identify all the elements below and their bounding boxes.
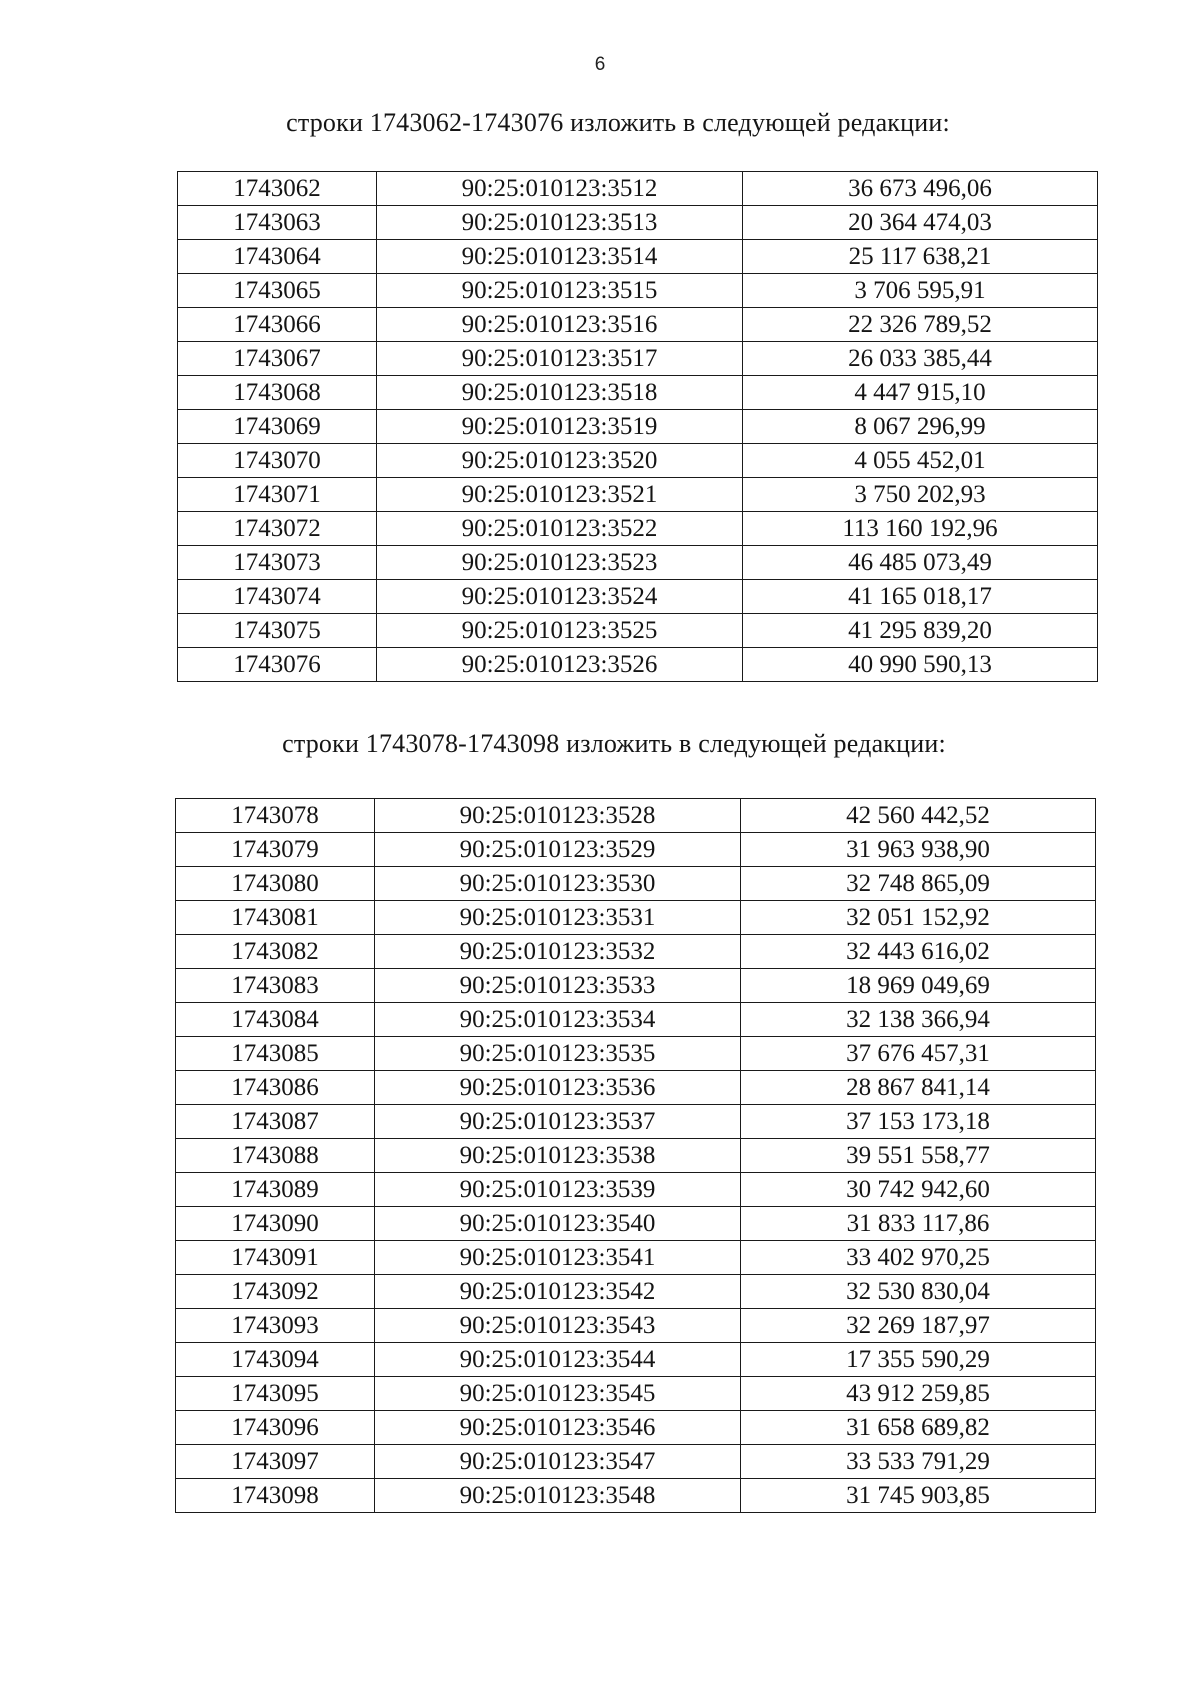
value-cell: 32 530 830,04 xyxy=(741,1275,1096,1309)
cadastral-number-cell: 90:25:010123:3547 xyxy=(375,1445,741,1479)
row-number-cell: 1743079 xyxy=(176,833,375,867)
cadastral-number-cell: 90:25:010123:3542 xyxy=(375,1275,741,1309)
row-number-cell: 1743087 xyxy=(176,1105,375,1139)
row-number-cell: 1743073 xyxy=(178,546,377,580)
cadastral-number-cell: 90:25:010123:3543 xyxy=(375,1309,741,1343)
cadastral-number-cell: 90:25:010123:3513 xyxy=(377,206,743,240)
cadastral-number-cell: 90:25:010123:3526 xyxy=(377,648,743,682)
value-cell: 31 658 689,82 xyxy=(741,1411,1096,1445)
table-row xyxy=(178,308,1098,342)
value-cell: 18 969 049,69 xyxy=(741,969,1096,1003)
cadastral-number-cell: 90:25:010123:3524 xyxy=(377,580,743,614)
table-row xyxy=(178,478,1098,512)
value-cell: 31 745 903,85 xyxy=(741,1479,1096,1513)
table-row xyxy=(178,376,1098,410)
value-cell: 26 033 385,44 xyxy=(743,342,1098,376)
table-row xyxy=(178,444,1098,478)
row-number-cell: 1743085 xyxy=(176,1037,375,1071)
data-table xyxy=(177,171,1098,682)
value-cell: 42 560 442,52 xyxy=(741,799,1096,833)
table-row xyxy=(178,614,1098,648)
value-cell: 25 117 638,21 xyxy=(743,240,1098,274)
table-row xyxy=(178,172,1098,206)
table-row xyxy=(178,342,1098,376)
table-row xyxy=(176,1241,1096,1275)
table-row xyxy=(178,512,1098,546)
row-number-cell: 1743089 xyxy=(176,1173,375,1207)
cadastral-number-cell: 90:25:010123:3528 xyxy=(375,799,741,833)
row-number-cell: 1743082 xyxy=(176,935,375,969)
table-body xyxy=(176,799,1096,1513)
value-cell: 22 326 789,52 xyxy=(743,308,1098,342)
value-cell: 30 742 942,60 xyxy=(741,1173,1096,1207)
table-row xyxy=(176,1173,1096,1207)
cadastral-number-cell: 90:25:010123:3535 xyxy=(375,1037,741,1071)
cadastral-number-cell: 90:25:010123:3544 xyxy=(375,1343,741,1377)
cadastral-number-cell: 90:25:010123:3516 xyxy=(377,308,743,342)
cadastral-number-cell: 90:25:010123:3520 xyxy=(377,444,743,478)
value-cell: 32 138 366,94 xyxy=(741,1003,1096,1037)
cadastral-number-cell: 90:25:010123:3548 xyxy=(375,1479,741,1513)
value-cell: 37 153 173,18 xyxy=(741,1105,1096,1139)
row-number-cell: 1743065 xyxy=(178,274,377,308)
row-number-cell: 1743080 xyxy=(176,867,375,901)
table-row xyxy=(176,901,1096,935)
table-row xyxy=(176,833,1096,867)
cadastral-number-cell: 90:25:010123:3525 xyxy=(377,614,743,648)
value-cell: 46 485 073,49 xyxy=(743,546,1098,580)
cadastral-number-cell: 90:25:010123:3515 xyxy=(377,274,743,308)
table-row xyxy=(178,206,1098,240)
table-row xyxy=(176,1343,1096,1377)
value-cell: 41 295 839,20 xyxy=(743,614,1098,648)
row-number-cell: 1743097 xyxy=(176,1445,375,1479)
table-row xyxy=(178,410,1098,444)
row-number-cell: 1743063 xyxy=(178,206,377,240)
row-number-cell: 1743084 xyxy=(176,1003,375,1037)
value-cell: 37 676 457,31 xyxy=(741,1037,1096,1071)
value-cell: 32 051 152,92 xyxy=(741,901,1096,935)
cadastral-number-cell: 90:25:010123:3518 xyxy=(377,376,743,410)
table-row xyxy=(176,1207,1096,1241)
table-row xyxy=(176,799,1096,833)
row-number-cell: 1743071 xyxy=(178,478,377,512)
cadastral-number-cell: 90:25:010123:3538 xyxy=(375,1139,741,1173)
row-number-cell: 1743094 xyxy=(176,1343,375,1377)
cadastral-number-cell: 90:25:010123:3517 xyxy=(377,342,743,376)
table-row xyxy=(176,1105,1096,1139)
row-number-cell: 1743093 xyxy=(176,1309,375,1343)
table-row xyxy=(176,1479,1096,1513)
value-cell: 39 551 558,77 xyxy=(741,1139,1096,1173)
value-cell: 40 990 590,13 xyxy=(743,648,1098,682)
page-number: 6 xyxy=(594,54,606,75)
table-body xyxy=(178,172,1098,682)
table-row xyxy=(178,580,1098,614)
cadastral-number-cell: 90:25:010123:3514 xyxy=(377,240,743,274)
row-number-cell: 1743083 xyxy=(176,969,375,1003)
value-cell: 32 748 865,09 xyxy=(741,867,1096,901)
cadastral-number-cell: 90:25:010123:3539 xyxy=(375,1173,741,1207)
cadastral-number-cell: 90:25:010123:3523 xyxy=(377,546,743,580)
table-row xyxy=(176,969,1096,1003)
cadastral-number-cell: 90:25:010123:3531 xyxy=(375,901,741,935)
table-row xyxy=(176,1411,1096,1445)
data-table xyxy=(175,798,1096,1513)
cadastral-number-cell: 90:25:010123:3519 xyxy=(377,410,743,444)
cadastral-number-cell: 90:25:010123:3521 xyxy=(377,478,743,512)
value-cell: 4 055 452,01 xyxy=(743,444,1098,478)
cadastral-number-cell: 90:25:010123:3537 xyxy=(375,1105,741,1139)
table-row xyxy=(176,867,1096,901)
table-row xyxy=(178,546,1098,580)
row-number-cell: 1743098 xyxy=(176,1479,375,1513)
row-number-cell: 1743064 xyxy=(178,240,377,274)
table-row xyxy=(176,1139,1096,1173)
value-cell: 31 833 117,86 xyxy=(741,1207,1096,1241)
cadastral-number-cell: 90:25:010123:3534 xyxy=(375,1003,741,1037)
row-number-cell: 1743091 xyxy=(176,1241,375,1275)
cadastral-number-cell: 90:25:010123:3540 xyxy=(375,1207,741,1241)
row-number-cell: 1743070 xyxy=(178,444,377,478)
row-number-cell: 1743096 xyxy=(176,1411,375,1445)
cadastral-number-cell: 90:25:010123:3533 xyxy=(375,969,741,1003)
row-number-cell: 1743074 xyxy=(178,580,377,614)
table-row xyxy=(176,1071,1096,1105)
row-number-cell: 1743090 xyxy=(176,1207,375,1241)
cadastral-number-cell: 90:25:010123:3541 xyxy=(375,1241,741,1275)
value-cell: 36 673 496,06 xyxy=(743,172,1098,206)
table-row xyxy=(176,1377,1096,1411)
row-number-cell: 1743078 xyxy=(176,799,375,833)
row-number-cell: 1743095 xyxy=(176,1377,375,1411)
table-row xyxy=(176,1445,1096,1479)
value-cell: 3 706 595,91 xyxy=(743,274,1098,308)
cadastral-number-cell: 90:25:010123:3529 xyxy=(375,833,741,867)
cadastral-number-cell: 90:25:010123:3522 xyxy=(377,512,743,546)
value-cell: 33 402 970,25 xyxy=(741,1241,1096,1275)
row-number-cell: 1743075 xyxy=(178,614,377,648)
value-cell: 20 364 474,03 xyxy=(743,206,1098,240)
value-cell: 31 963 938,90 xyxy=(741,833,1096,867)
cadastral-number-cell: 90:25:010123:3545 xyxy=(375,1377,741,1411)
row-number-cell: 1743066 xyxy=(178,308,377,342)
value-cell: 43 912 259,85 xyxy=(741,1377,1096,1411)
row-number-cell: 1743081 xyxy=(176,901,375,935)
section-heading: строки 1743078-1743098 изложить в следующей редакции: xyxy=(282,729,946,758)
row-number-cell: 1743088 xyxy=(176,1139,375,1173)
row-number-cell: 1743068 xyxy=(178,376,377,410)
table-row xyxy=(176,1037,1096,1071)
value-cell: 41 165 018,17 xyxy=(743,580,1098,614)
cadastral-number-cell: 90:25:010123:3536 xyxy=(375,1071,741,1105)
row-number-cell: 1743069 xyxy=(178,410,377,444)
row-number-cell: 1743086 xyxy=(176,1071,375,1105)
table-row xyxy=(176,1309,1096,1343)
cadastral-number-cell: 90:25:010123:3532 xyxy=(375,935,741,969)
value-cell: 28 867 841,14 xyxy=(741,1071,1096,1105)
cadastral-number-cell: 90:25:010123:3530 xyxy=(375,867,741,901)
row-number-cell: 1743062 xyxy=(178,172,377,206)
table-row xyxy=(176,1275,1096,1309)
row-number-cell: 1743076 xyxy=(178,648,377,682)
table-row xyxy=(178,648,1098,682)
row-number-cell: 1743067 xyxy=(178,342,377,376)
cadastral-number-cell: 90:25:010123:3512 xyxy=(377,172,743,206)
table-row xyxy=(178,274,1098,308)
value-cell: 4 447 915,10 xyxy=(743,376,1098,410)
value-cell: 3 750 202,93 xyxy=(743,478,1098,512)
row-number-cell: 1743072 xyxy=(178,512,377,546)
value-cell: 33 533 791,29 xyxy=(741,1445,1096,1479)
value-cell: 8 067 296,99 xyxy=(743,410,1098,444)
value-cell: 113 160 192,96 xyxy=(743,512,1098,546)
row-number-cell: 1743092 xyxy=(176,1275,375,1309)
cadastral-number-cell: 90:25:010123:3546 xyxy=(375,1411,741,1445)
value-cell: 32 269 187,97 xyxy=(741,1309,1096,1343)
section-heading: строки 1743062-1743076 изложить в следующей редакции: xyxy=(286,108,950,137)
table-row xyxy=(176,935,1096,969)
table-row xyxy=(176,1003,1096,1037)
table-row xyxy=(178,240,1098,274)
value-cell: 32 443 616,02 xyxy=(741,935,1096,969)
value-cell: 17 355 590,29 xyxy=(741,1343,1096,1377)
